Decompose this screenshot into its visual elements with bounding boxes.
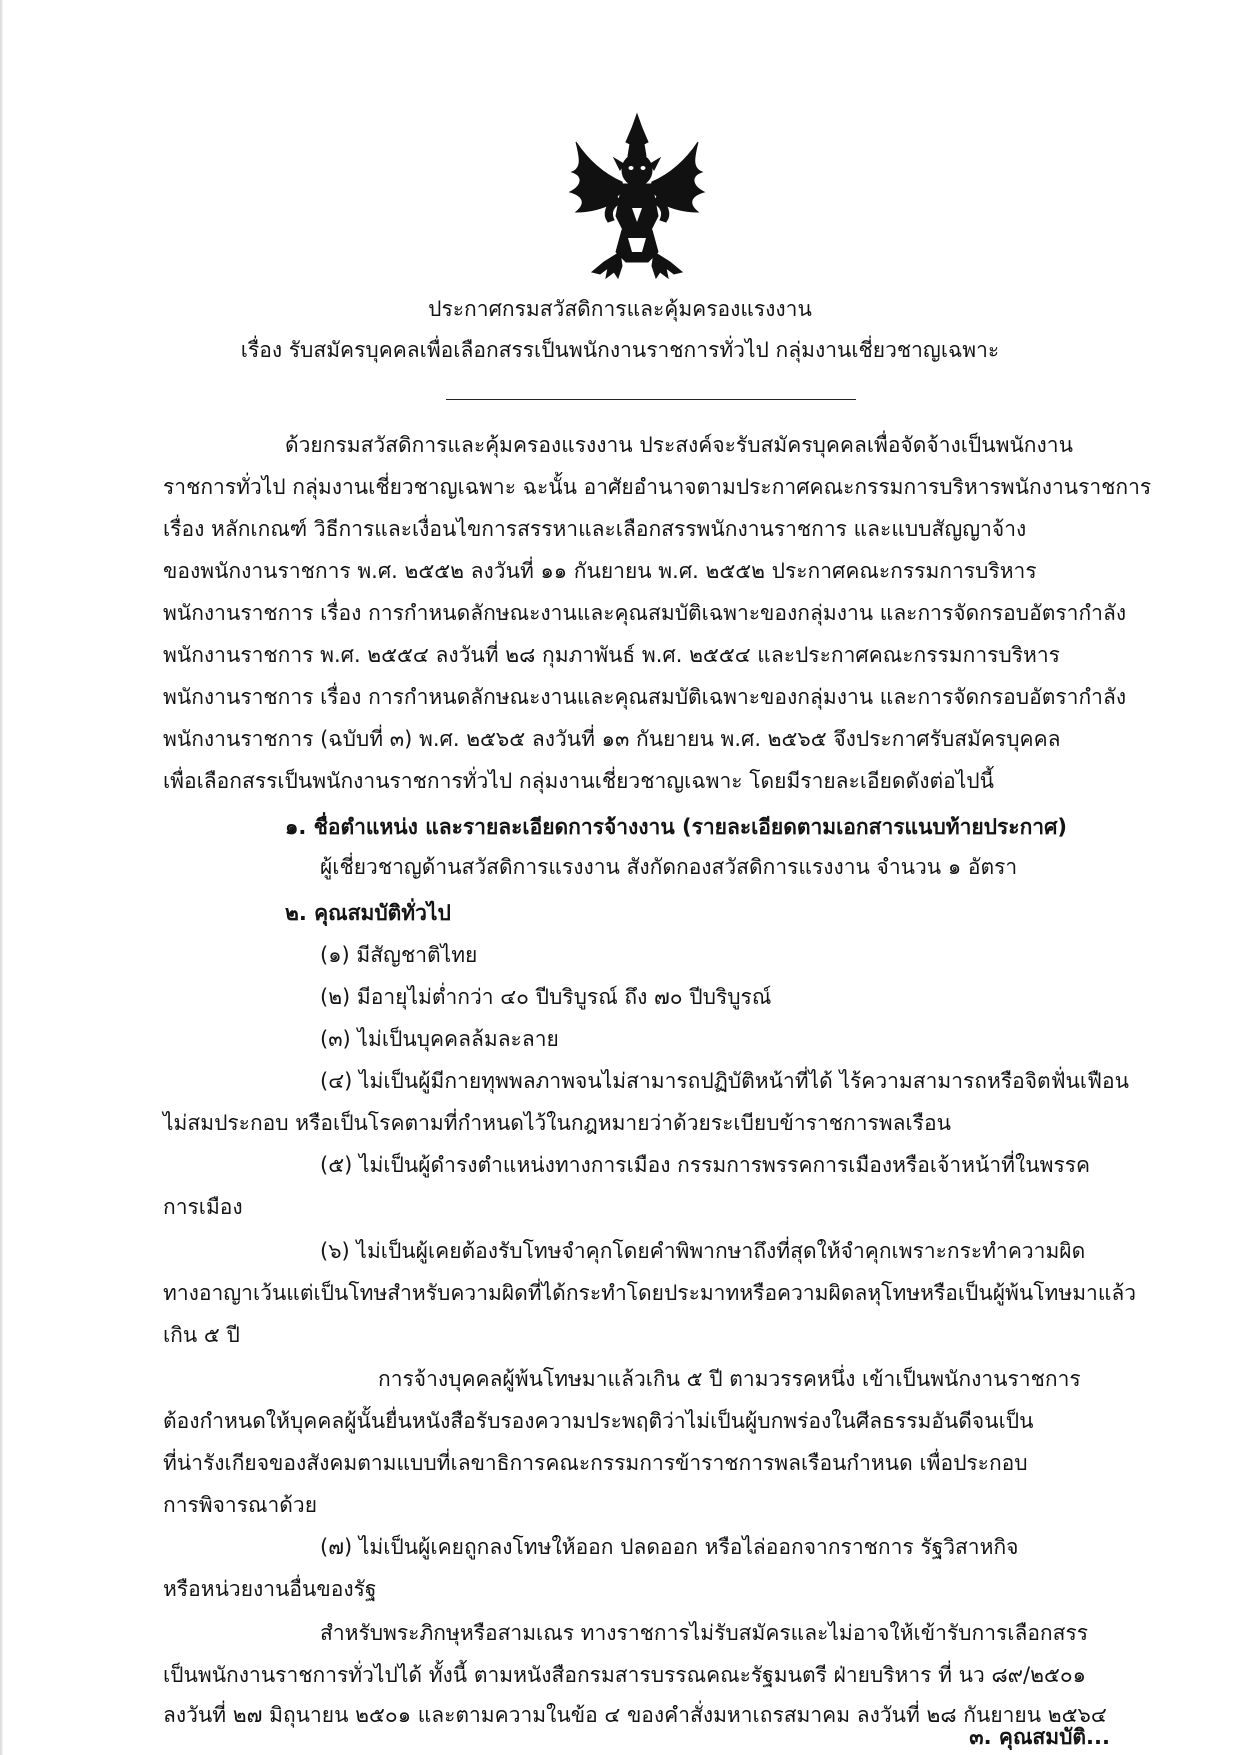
intro-line: เรื่อง หลักเกณฑ์ วิธีการและเงื่อนไขการสรรหาและเลือกสรรพนักงานราชการ และแบบสัญญาจ้าง <box>163 517 1027 541</box>
garuda-emblem-icon <box>562 112 712 282</box>
qualification-item-6-cont: เกิน ๕ ปี <box>163 1323 240 1347</box>
qualification-item-1: (๑) มีสัญชาติไทย <box>320 943 478 967</box>
monk-note-line: สำหรับพระภิกษุหรือสามเณร ทางราชการไม่รับสมัครและไม่อาจให้เข้ารับการเลือกสรร <box>320 1621 1089 1645</box>
intro-line: พนักงานราชการ (ฉบับที่ ๓) พ.ศ. ๒๕๖๕ ลงวันที่ ๑๓ กันยายน พ.ศ. ๒๕๖๕ จึงประกาศรับสมัครบุคคล <box>163 727 1061 751</box>
intro-line: ราชการทั่วไป กลุ่มงานเชี่ยวชาญเฉพาะ ฉะนั้น อาศัยอำนาจตามประกาศคณะกรรมการบริหารพนักงานราชการ <box>163 475 1152 499</box>
monk-note-line: ลงวันที่ ๒๗ มิถุนายน ๒๕๐๑ และตามความในข้อ ๔ ของคำสั่งมหาเถรสมาคม ลงวันที่ ๒๘ กันยายน ๒๕๖๔ <box>163 1703 1107 1727</box>
qualification-item-2: (๒) มีอายุไม่ต่ำกว่า ๔๐ ปีบริบูรณ์ ถึง ๗๐ ปีบริบูรณ์ <box>320 985 772 1009</box>
item6-note-line: ต้องกำหนดให้บุคคลผู้นั้นยื่นหนังสือรับรองความประพฤติว่าไม่เป็นผู้บกพร่องในศีลธรรมอันดีจนเป็น <box>163 1409 1034 1433</box>
scan-edge <box>0 0 3 1755</box>
qualification-item-7-cont: หรือหน่วยงานอื่นของรัฐ <box>163 1577 377 1601</box>
monk-note-line: เป็นพนักงานราชการทั่วไปได้ ทั้งนี้ ตามหนังสือกรมสารบรรณคณะรัฐมนตรี ฝ่ายบริหาร ที่ นว ๘๙/๒๕๐๑ <box>163 1663 1087 1687</box>
qualification-item-6: (๖) ไม่เป็นผู้เคยต้องรับโทษจำคุกโดยคำพิพากษาถึงที่สุดให้จำคุกเพราะกระทำความผิด <box>320 1239 1086 1263</box>
intro-line: ด้วยกรมสวัสดิการและคุ้มครองแรงงาน ประสงค์จะรับสมัครบุคคลเพื่อจัดจ้างเป็นพนักงาน <box>285 433 1073 457</box>
section1-heading: ๑. ชื่อตำแหน่ง และรายละเอียดการจ้างงาน (รายละเอียดตามเอกสารแนบท้ายประกาศ) <box>285 815 1068 839</box>
item6-note-line: การจ้างบุคคลผู้พ้นโทษมาแล้วเกิน ๕ ปี ตามวรรคหนึ่ง เข้าเป็นพนักงานราชการ <box>378 1367 1081 1391</box>
qualification-item-3: (๓) ไม่เป็นบุคคลล้มละลาย <box>320 1027 559 1051</box>
qualification-item-5: (๕) ไม่เป็นผู้ดำรงตำแหน่งทางการเมือง กรรมการพรรคการเมืองหรือเจ้าหน้าที่ในพรรค <box>320 1153 1091 1177</box>
qualification-item-6-cont: ทางอาญาเว้นแต่เป็นโทษสำหรับความผิดที่ได้กระทำโดยประมาทหรือความผิดลหุโทษหรือเป็นผู้พ้นโทษมาแล้ว <box>163 1281 1137 1305</box>
section1-body: ผู้เชี่ยวชาญด้านสวัสดิการแรงงาน สังกัดกองสวัสดิการแรงงาน จำนวน ๑ อัตรา <box>320 855 1018 879</box>
qualification-item-7: (๗) ไม่เป็นผู้เคยถูกลงโทษให้ออก ปลดออก หรือไล่ออกจากราชการ รัฐวิสาหกิจ <box>320 1535 1019 1559</box>
continuation-marker: ๓. คุณสมบัติ... <box>969 1725 1110 1749</box>
qualification-item-4-cont: ไม่สมประกอบ หรือเป็นโรคตามที่กำหนดไว้ในกฎหมายว่าด้วยระเบียบข้าราชการพลเรือน <box>163 1111 951 1135</box>
announcement-subject: เรื่อง รับสมัครบุคคลเพื่อเลือกสรรเป็นพนักงานราชการทั่วไป กลุ่มงานเชี่ยวชาญเฉพาะ <box>240 338 1000 362</box>
intro-line: พนักงานราชการ พ.ศ. ๒๕๕๔ ลงวันที่ ๒๘ กุมภาพันธ์ พ.ศ. ๒๕๕๔ และประกาศคณะกรรมการบริหาร <box>163 643 1060 667</box>
item6-note-line: การพิจารณาด้วย <box>163 1493 318 1517</box>
intro-line: พนักงานราชการ เรื่อง การกำหนดลักษณะงานและคุณสมบัติเฉพาะของกลุ่มงาน และการจัดกรอบอัตรากำลัง <box>163 685 1127 709</box>
header-divider <box>446 399 856 400</box>
intro-line: ของพนักงานราชการ พ.ศ. ๒๕๕๒ ลงวันที่ ๑๑ กันยายน พ.ศ. ๒๕๕๒ ประกาศคณะกรรมการบริหาร <box>163 559 1037 583</box>
qualification-item-4: (๔) ไม่เป็นผู้มีกายทุพพลภาพจนไม่สามารถปฏิบัติหน้าที่ได้ ไร้ความสามารถหรือจิตฟั่นเฟือน <box>320 1069 1129 1093</box>
item6-note-line: ที่น่ารังเกียจของสังคมตามแบบที่เลขาธิการคณะกรรมการข้าราชการพลเรือนกำหนด เพื่อประกอบ <box>163 1451 1028 1475</box>
announcement-title: ประกาศกรมสวัสดิการและคุ้มครองแรงงาน <box>428 297 812 321</box>
section2-heading: ๒. คุณสมบัติทั่วไป <box>285 901 451 925</box>
qualification-item-5-cont: การเมือง <box>163 1195 243 1219</box>
intro-line: เพื่อเลือกสรรเป็นพนักงานราชการทั่วไป กลุ่มงานเชี่ยวชาญเฉพาะ โดยมีรายละเอียดดังต่อไปนี้ <box>163 769 994 793</box>
intro-line: พนักงานราชการ เรื่อง การกำหนดลักษณะงานและคุณสมบัติเฉพาะของกลุ่มงาน และการจัดกรอบอัตรากำลัง <box>163 601 1127 625</box>
